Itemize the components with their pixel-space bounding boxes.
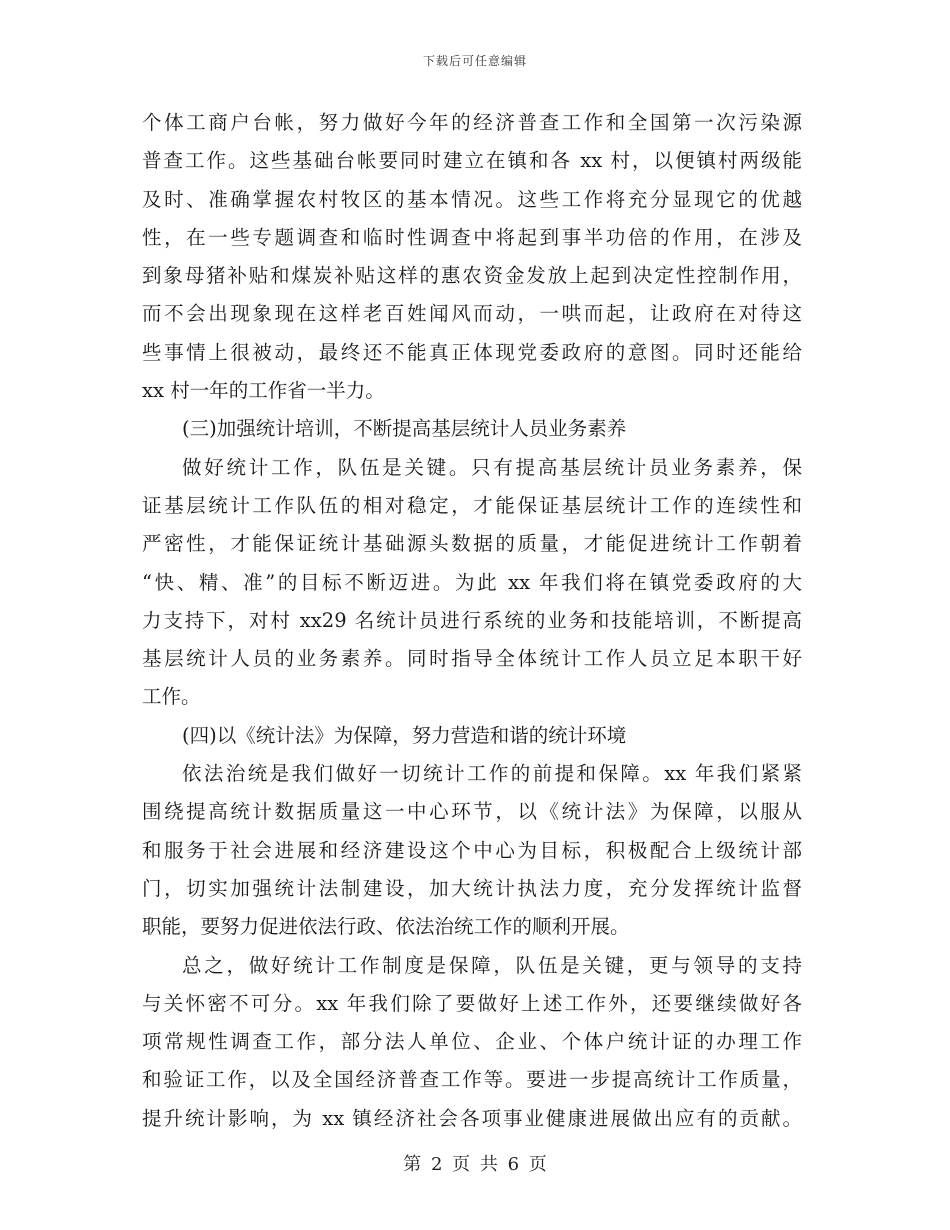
text-line: 门，切实加强统计法制建设，加大统计执法力度，充分发挥统计监督: [142, 876, 802, 900]
text-line: 项常规性调查工作，部分法人单位、企业、个体户统计证的办理工作: [142, 1030, 802, 1054]
text-line: 性，在一些专题调查和临时性调查中将起到事半功倍的作用，在涉及: [142, 225, 802, 249]
text-line: 严密性，才能保证统计基础源头数据的质量，才能促进统计工作朝着: [142, 532, 802, 556]
text-line: 些事情上很被动，最终还不能真正体现党委政府的意图。同时还能给: [142, 340, 802, 364]
page-number: 第 2 页 共 6 页: [403, 1154, 547, 1175]
document-body: [142, 104, 802, 1138]
text-line: 工作。: [142, 685, 201, 709]
text-line: 职能，要努力促进依法行政、依法治统工作的顺利开展。: [142, 915, 630, 939]
text-line: 提升统计影响，为 xx 镇经济社会各项事业健康进展做出应有的贡献。: [142, 1106, 802, 1130]
text-line: xx 村一年的工作省一半力。: [142, 379, 385, 403]
text-line: “快、精、准”的目标不断迈进。为此 xx 年我们将在镇党委政府的大: [142, 570, 802, 594]
text-line: 基层统计人员的业务素养。同时指导全体统计工作人员立足本职干好: [142, 647, 802, 671]
text-line: (三)加强统计培训，不断提高基层统计人员业务素养: [182, 417, 627, 441]
text-line: 和验证工作，以及全国经济普查工作等。要进一步提高统计工作质量，: [142, 1068, 802, 1092]
text-line: 普查工作。这些基础台帐要同时建立在镇和各 xx 村，以便镇村两级能: [142, 149, 802, 173]
text-line: 围绕提高统计数据质量这一中心环节，以《统计法》为保障，以服从: [142, 800, 802, 824]
text-line: 和服务于社会进展和经济建设这个中心为目标，积极配合上级统计部: [142, 838, 802, 862]
text-line: 到象母猪补贴和煤炭补贴这样的惠农资金发放上起到决定性控制作用，: [142, 264, 802, 288]
text-line: 力支持下，对村 xx29 名统计员进行系统的业务和技能培训，不断提高: [142, 608, 802, 632]
page-header: 下载后可任意编辑: [422, 54, 527, 68]
text-line: 做好统计工作，队伍是关键。只有提高基层统计员业务素养，保: [182, 455, 802, 479]
text-line: 个体工商户台帐，努力做好今年的经济普查工作和全国第一次污染源: [142, 111, 802, 134]
text-line: 与关怀密不可分。xx 年我们除了要做好上述工作外，还要继续做好各: [142, 991, 802, 1015]
text-line: 而不会出现象现在这样老百姓闻风而动，一哄而起，让政府在对待这: [142, 302, 802, 326]
text-line: 及时、准确掌握农村牧区的基本情况。这些工作将充分显现它的优越: [142, 187, 802, 211]
text-line: 总之，做好统计工作制度是保障，队伍是关键，更与领导的支持: [182, 953, 802, 977]
text-line: 依法治统是我们做好一切统计工作的前提和保障。xx 年我们紧紧: [182, 762, 802, 786]
text-line: 证基层统计工作队伍的相对稳定，才能保证基层统计工作的连续性和: [142, 493, 802, 517]
text-line: (四)以《统计法》为保障，努力营造和谐的统计环境: [182, 723, 627, 747]
